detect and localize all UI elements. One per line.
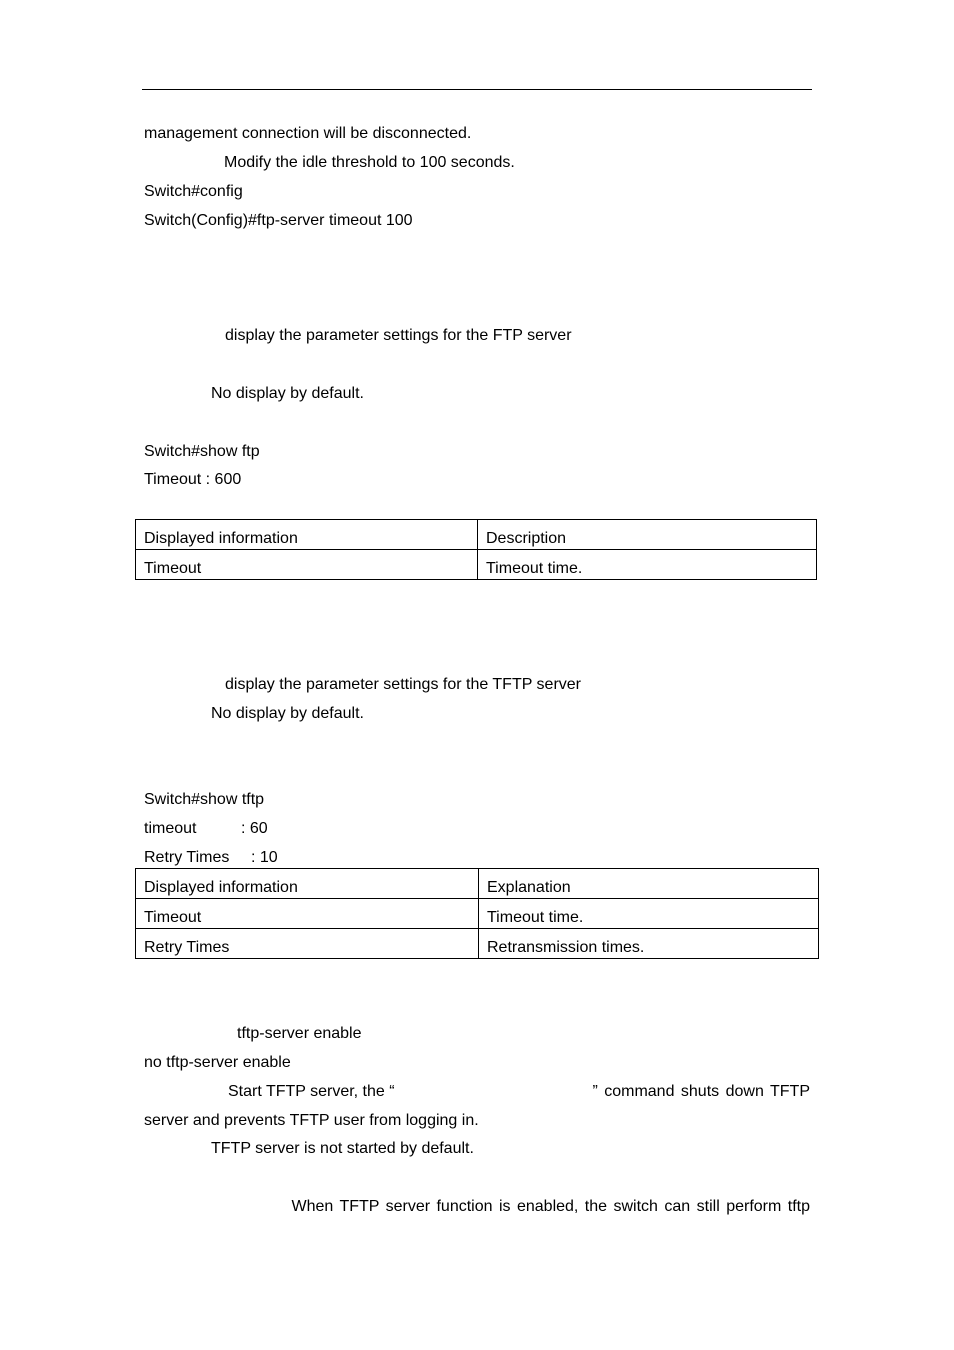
table-cell: Timeout bbox=[136, 899, 479, 929]
table-header-cell: Displayed information bbox=[136, 869, 479, 899]
command-output-value: : 60 bbox=[241, 820, 268, 837]
table-row bbox=[136, 550, 817, 580]
default-description: No display by default. bbox=[211, 385, 364, 402]
command-output-value: : 10 bbox=[251, 849, 278, 866]
command-output-label: timeout bbox=[144, 820, 197, 837]
function-text-part2: ” command shuts down TFTP bbox=[592, 1083, 810, 1100]
usage-guide-text: When TFTP server function is enabled, the switch can still perform tftp bbox=[291, 1198, 810, 1215]
table-header-row bbox=[136, 520, 817, 550]
function-text: server and prevents TFTP user from logging in. bbox=[144, 1112, 479, 1129]
table-header-cell: Displayed information bbox=[136, 520, 478, 550]
table-cell: Retry Times bbox=[136, 929, 479, 959]
function-text-part1: Start TFTP server, the “ bbox=[228, 1083, 395, 1100]
ftp-info-table bbox=[135, 519, 817, 580]
body-text: management connection will be disconnected. bbox=[144, 125, 472, 142]
table-row bbox=[136, 899, 819, 929]
table-header-row bbox=[136, 869, 819, 899]
header-rule bbox=[142, 89, 812, 90]
table-header-cell: Description bbox=[478, 520, 817, 550]
default-description: No display by default. bbox=[211, 705, 364, 722]
default-description: TFTP server is not started by default. bbox=[211, 1140, 474, 1157]
command-line: Switch#show ftp bbox=[144, 443, 260, 460]
table-row bbox=[136, 929, 819, 959]
command-syntax: tftp-server enable bbox=[237, 1025, 362, 1042]
command-output: Timeout : 600 bbox=[144, 471, 242, 488]
table-header-cell: Explanation bbox=[479, 869, 819, 899]
table-cell: Timeout time. bbox=[478, 550, 817, 580]
table-cell: Timeout time. bbox=[479, 899, 819, 929]
function-description: display the parameter settings for the FTP server bbox=[225, 327, 572, 344]
tftp-info-table bbox=[135, 868, 819, 959]
command-line: Switch#show tftp bbox=[144, 791, 265, 808]
command-syntax: no tftp-server enable bbox=[144, 1054, 291, 1071]
function-description: display the parameter settings for the TFTP server bbox=[225, 676, 582, 693]
table-cell: Timeout bbox=[136, 550, 478, 580]
command-line: Switch(Config)#ftp-server timeout 100 bbox=[144, 212, 413, 229]
command-line: Switch#config bbox=[144, 183, 243, 200]
example-description: Modify the idle threshold to 100 seconds. bbox=[224, 154, 515, 171]
command-output-label: Retry Times bbox=[144, 849, 230, 866]
table-cell: Retransmission times. bbox=[479, 929, 819, 959]
